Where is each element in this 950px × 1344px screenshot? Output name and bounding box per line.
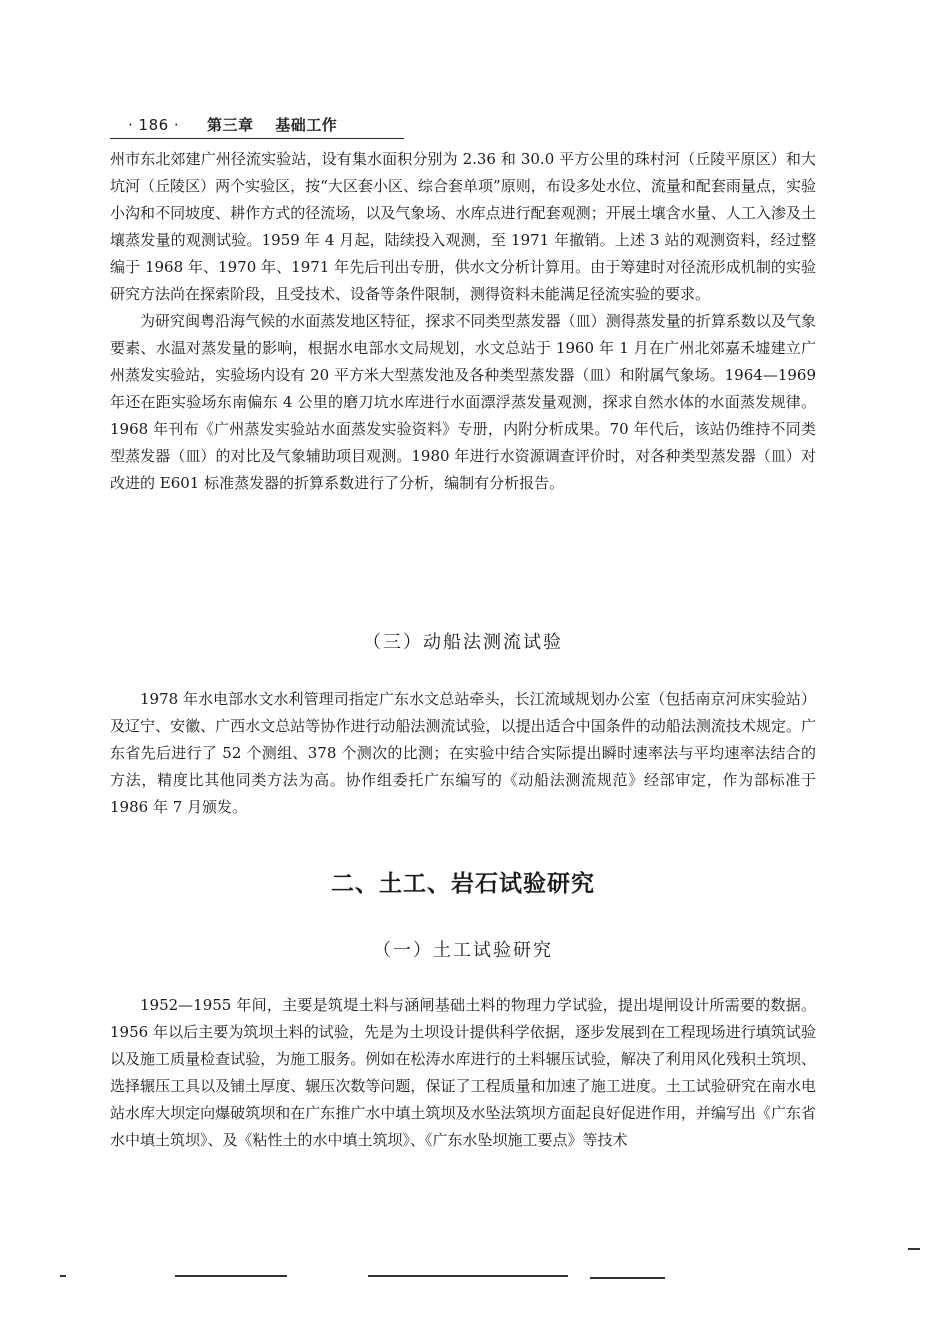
paragraph-runoff-station: 州市东北郊建广州径流实验站，设有集水面积分别为 2.36 和 30.0 平方公里的珠村河（丘陵平原区）和大坑河（丘陵区）两个实验区，按“大区套小区、综合套单项”原则，布设多处水位、流量和配套雨量点，实验小沟和不同坡度、耕作方式的径流场，以及气象场、水库点进行配套观测；开展土壤含水量、人工入渗及土壤蒸发量的观测试验。1959 年 4 月起，陆续投入观测，至 1971 年撤销。上述 3 站的观测资料，经过整编于 1968 年、1970 年、1971 年先后刊出专册，供水文分析计算用。由于筹建时对径流形成机制的实验研究方法尚在探索阶段，且受技术、设备等条件限制，测得资料未能满足径流实验的要求。 xyxy=(110,150,816,303)
page-number: · 186 · xyxy=(128,116,180,134)
section-heading-soil-rock: 二、土工、岩石试验研究 xyxy=(331,871,595,897)
paragraph-soil-test: 1952—1955 年间，主要是筑堤土料与涵闸基础土料的物理力学试验，提出堤闸设计所需要的数据。1956 年以后主要为筑坝土料的试验，先是为土坝设计提供科学依据，逐步发展到在工程现场进行填筑试验以及施工质量检查试验，为施工服务。例如在松涛水库进行的土料辗压试验，解决了利用风化残积土筑坝、选择辗压工具以及铺土厚度、辗压次数等问题，保证了工程质量和加速了施工进度。土工试验研究在南水电站水库大坝定向爆破筑坝和在广东推广水中填土筑坝及水坠法筑坝方面起良好促进作用，并编写出《广东省水中填土筑坝》、及《粘性土的水中填土筑坝》、《广东水坠坝施工要点》等技术 xyxy=(110,996,816,1149)
text-block-3 xyxy=(110,992,816,1154)
subsection-heading-soil-test: （一）土工试验研究 xyxy=(373,940,553,961)
paragraph-evaporation-station: 为研究闽粤沿海气候的水面蒸发地区特征，探求不同类型蒸发器（皿）测得蒸发量的折算系数以及气象要素、水温对蒸发量的影响，根据水电部水文局规划，水文总站于 1960 年 1 月在广州北郊嘉禾墟建立广州蒸发实验站，实验场内设有 20 平方米大型蒸发池及各种类型蒸发器（皿）和附属气象场。1964—1969 年还在距实验场东南偏东 4 公里的磨刀坑水库进行水面漂浮蒸发量观测，探求自然水体的水面蒸发规律。1968 年刊布《广州蒸发实验站水面蒸发实验资料》专册，内附分析成果。70 年代后，该站仍维持不同类型蒸发器（皿）的对比及气象辅助项目观测。1980 年进行水资源调查评价时，对各种类型蒸发器（皿）对改进的 E601 标准蒸发器的折算系数进行了分析，编制有分析报告。 xyxy=(110,312,816,492)
header-rule xyxy=(110,138,404,139)
subsection-heading-moving-boat: （三）动船法测流试验 xyxy=(363,632,563,653)
scan-mark xyxy=(908,1248,920,1250)
paragraph-moving-boat: 1978 年水电部水文水利管理司指定广东水文总站牵头，长江流域规划办公室（包括南京河床实验站）及辽宁、安徽、广西水文总站等协作进行动船法测流试验，以提出适合中国条件的动船法测流技术规定。广东省先后进行了 52 个测组、378 个测次的比测；在实验中结合实际提出瞬时速率法与平均速率法结合的方法，精度比其他同类方法为高。协作组委托广东编写的《动船法测流规范》经部审定，作为部标准于 1986 年 7 月颁发。 xyxy=(110,690,816,816)
chapter-label: 第三章 xyxy=(206,116,254,134)
scan-mark xyxy=(175,1275,287,1277)
text-block-1 xyxy=(110,146,816,497)
chapter-title: 基础工作 xyxy=(275,116,338,134)
scan-mark xyxy=(368,1275,568,1277)
scan-mark xyxy=(590,1277,665,1279)
text-block-2 xyxy=(110,686,816,821)
running-header xyxy=(128,114,337,135)
scan-mark xyxy=(60,1275,66,1277)
